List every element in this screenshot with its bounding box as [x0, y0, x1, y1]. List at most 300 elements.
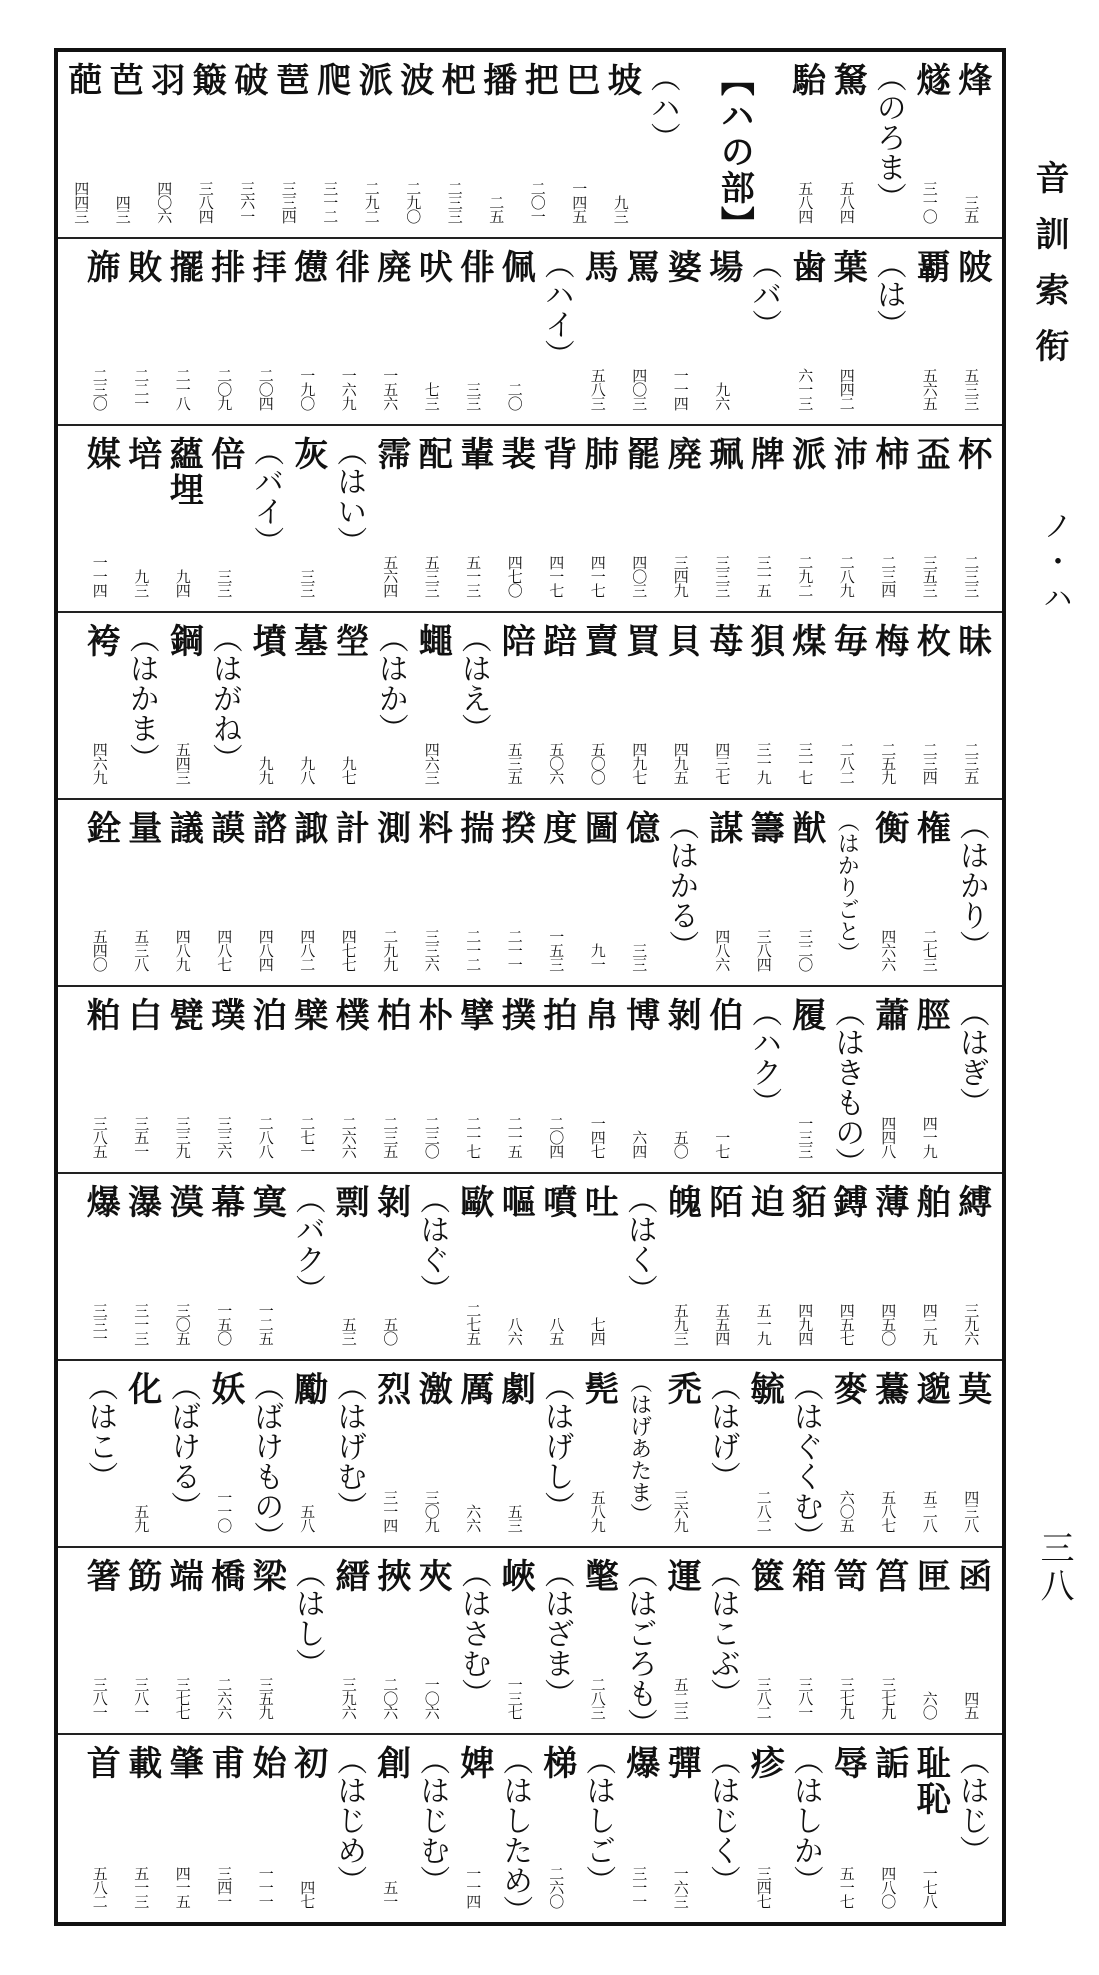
kanji-entry: [619, 426, 661, 611]
kanji-char: 廃: [370, 249, 411, 285]
section-heading-text: 【ハの部】: [714, 62, 755, 242]
reading-entry: [328, 1361, 370, 1546]
kanji-entry: [702, 426, 744, 611]
kanji-char: 測: [370, 810, 411, 846]
kanji-char: 鎛: [827, 1184, 868, 1220]
page-reference: 五〇六: [547, 742, 566, 784]
reading-text: （はじく）: [704, 1745, 740, 1895]
reading-text: （はく）: [621, 1184, 657, 1304]
reading-entry: [619, 1548, 661, 1738]
kanji-char: 量: [121, 810, 162, 846]
reading-text: （はい）: [331, 436, 367, 556]
kanji-entry: [619, 800, 661, 985]
page-reference: 五一三: [464, 555, 483, 597]
page-reference: 六〇: [920, 1691, 939, 1719]
reading-text: （はげあたま）: [626, 1371, 652, 1525]
page-reference: 四八九: [173, 929, 192, 971]
reading-entry: [660, 800, 702, 985]
page-reference: 六六: [464, 1504, 483, 1532]
page-reference: 五一: [381, 1880, 400, 1908]
kanji-char: 俳: [453, 249, 494, 285]
page-reference: 五三五: [505, 742, 524, 784]
kanji-char: 始: [246, 1745, 287, 1781]
kanji-char: 覇: [910, 249, 951, 285]
reading-entry: [536, 239, 578, 424]
kanji-char: 梁: [246, 1558, 287, 1594]
page-reference: 五一三: [132, 1866, 151, 1908]
kanji-char: 寞: [246, 1184, 287, 1220]
page-reference: 一九〇: [298, 368, 317, 410]
page-reference: 一四七: [588, 1116, 607, 1158]
kanji-entry: [536, 1735, 578, 1922]
page-reference: 九九: [256, 756, 275, 784]
kanji-entry: [785, 1548, 827, 1733]
kanji-char: 盃: [910, 436, 951, 472]
page-reference: 三〇九: [422, 1490, 441, 1532]
kanji-entry: [287, 426, 329, 611]
page-reference: 三一三: [132, 1303, 151, 1345]
kanji-entry: [227, 52, 269, 237]
page-reference: 九四: [173, 569, 192, 597]
kanji-char: 駑: [827, 62, 868, 98]
reading-entry: [287, 1548, 329, 1733]
kanji-entry: [755, 52, 785, 237]
kanji-char: 筥: [868, 1558, 909, 1594]
kanji-entry: [476, 52, 518, 237]
page-reference: 三八四: [754, 929, 773, 971]
kanji-entry: [826, 426, 868, 611]
kanji-entry: [619, 987, 661, 1172]
kanji-entry: [909, 1548, 951, 1733]
kanji-char: 狽: [744, 623, 785, 659]
reading-entry: [702, 1735, 744, 1922]
kanji-entry: [268, 52, 310, 237]
page-reference: 二三四: [879, 555, 898, 597]
kanji-char: 媒: [80, 436, 121, 472]
reading-entry: [494, 1735, 536, 1925]
reading-entry: [826, 987, 868, 1177]
kanji-entry: [287, 1361, 329, 1546]
page-reference: 一五〇: [215, 1303, 234, 1345]
page-reference: 四八〇: [879, 1866, 898, 1908]
kanji-char: 首: [80, 1745, 121, 1781]
kanji-entry: [660, 1735, 702, 1922]
kanji-entry: [370, 1548, 412, 1733]
page-reference: 二三五: [962, 742, 981, 784]
page-reference: 四六九: [90, 742, 109, 784]
kanji-char: 葩: [61, 62, 102, 98]
section-heading: [713, 52, 755, 242]
kanji-entry: [660, 613, 702, 798]
kanji-char: 舶: [910, 1184, 951, 1220]
kanji-entry: [287, 613, 329, 798]
reading-entry: [328, 1735, 370, 1922]
page-reference: 五三三: [422, 555, 441, 597]
reading-entry: [619, 1174, 661, 1359]
kanji-entry: [79, 1174, 121, 1359]
kanji-char: 排: [204, 249, 245, 285]
page-reference: 三四九: [671, 555, 690, 597]
page-reference: 三八四: [196, 181, 215, 223]
reading-entry: [619, 1361, 661, 1546]
page-reference: 五八二: [90, 1866, 109, 1908]
kanji-entry: [494, 239, 536, 424]
kanji-char: 敗: [121, 249, 162, 285]
page-reference: 八六: [505, 1317, 524, 1345]
kanji-entry: [453, 239, 495, 424]
kanji-char: 樸: [329, 997, 370, 1033]
kanji-entry: [144, 52, 186, 237]
reading-entry: [79, 1361, 121, 1546]
page-reference: 四五七: [837, 1303, 856, 1345]
index-row: [58, 800, 1002, 987]
kanji-char: 馬: [578, 249, 619, 285]
kanji-char: 巴: [559, 62, 600, 98]
kanji-entry: [370, 1735, 412, 1922]
page-reference: 四九四: [796, 1303, 815, 1345]
kanji-entry: [245, 1548, 287, 1733]
page-reference: 五六五: [920, 368, 939, 410]
kanji-entry: [79, 239, 121, 424]
reading-entry: [868, 239, 910, 424]
reading-text: （ばけもの）: [248, 1371, 284, 1551]
reading-text: （はこぶ）: [704, 1558, 740, 1708]
kanji-entry: [204, 1548, 246, 1733]
kanji-char: 芭: [103, 62, 144, 98]
page-reference: 四一七: [547, 555, 566, 597]
kanji-entry: [619, 239, 661, 424]
page-reference: 一三三: [796, 1116, 815, 1158]
page-reference: 六一三: [796, 368, 815, 410]
kanji-char: 貝: [661, 623, 702, 659]
reading-entry: [411, 1735, 453, 1922]
kanji-char: 烽: [951, 62, 992, 98]
kanji-entry: [245, 1174, 287, 1359]
kanji-entry: [434, 52, 476, 237]
kanji-entry: [660, 1174, 702, 1359]
kanji-char: 輩: [453, 436, 494, 472]
kanji-char: 厲: [453, 1371, 494, 1407]
kanji-entry: [204, 987, 246, 1172]
index-frame: [54, 48, 1006, 1926]
page-reference: 三三一: [90, 1303, 109, 1345]
page-reference: 一〇六: [422, 1677, 441, 1719]
page-reference: 四八二: [298, 929, 317, 971]
kanji-entry: [162, 426, 204, 611]
reading-entry: [453, 613, 495, 798]
kanji-char: 買: [619, 623, 660, 659]
kanji-entry: [909, 613, 951, 798]
kanji-entry: [951, 52, 993, 237]
kanji-entry: [660, 1548, 702, 1733]
page-reference: 二九二: [796, 555, 815, 597]
page-reference: 二〇四: [547, 1116, 566, 1158]
kanji-entry: [494, 987, 536, 1172]
kanji-entry: [536, 987, 578, 1172]
page-reference: 三八五: [90, 1116, 109, 1158]
page-reference: 七四: [588, 1317, 607, 1345]
reading-entry: [743, 239, 785, 424]
page-reference: 三九六: [339, 1677, 358, 1719]
kanji-entry: [868, 800, 910, 985]
kanji-char: 計: [329, 810, 370, 846]
page-reference: 三三: [630, 943, 649, 971]
index-row: [58, 987, 1002, 1177]
kanji-char: 創: [370, 1745, 411, 1781]
page-reference: 五〇〇: [588, 742, 607, 784]
kanji-entry: [743, 1735, 785, 1922]
page-reference: 四三: [113, 195, 132, 223]
reading-text: （は）: [870, 249, 906, 339]
kanji-char: 沛: [827, 436, 868, 472]
kanji-entry: [79, 1735, 121, 1922]
kanji-entry: [743, 1548, 785, 1733]
kanji-entry: [868, 1174, 910, 1359]
kanji-entry: [536, 426, 578, 611]
kanji-entry: [204, 800, 246, 985]
kanji-char: 疹: [744, 1745, 785, 1781]
index-row: [58, 1361, 1002, 1551]
kanji-entry: [453, 987, 495, 1172]
kanji-entry: [577, 987, 619, 1172]
kanji-char: 揆: [495, 810, 536, 846]
kanji-entry: [785, 613, 827, 798]
page-reference: 三三九: [173, 1116, 192, 1158]
kanji-entry: [702, 800, 744, 985]
kanji-char: 爆: [80, 1184, 121, 1220]
page-reference: 四一五: [173, 1866, 192, 1908]
kanji-entry: [245, 987, 287, 1172]
reading-entry: [702, 1361, 744, 1546]
page-reference: 一一四: [464, 1866, 483, 1908]
reading-entry: [370, 613, 412, 798]
kanji-entry: [536, 1174, 578, 1359]
kanji-char: 擘: [453, 997, 494, 1033]
kanji-entry: [909, 987, 951, 1172]
kanji-char: 珮: [702, 436, 743, 472]
page-reference: 五八四: [796, 181, 815, 223]
kanji-entry: [370, 987, 412, 1172]
page-reference: 三三三: [713, 555, 732, 597]
kanji-char: 帛: [578, 997, 619, 1033]
kanji-char: 妖: [204, 1371, 245, 1407]
kanji-char: 梅: [868, 623, 909, 659]
kanji-entry: [951, 239, 993, 424]
kanji-entry: [162, 1174, 204, 1359]
reading-text: （はざま）: [538, 1558, 574, 1708]
reading-entry: [287, 1174, 329, 1359]
kanji-char: 漠: [163, 1184, 204, 1220]
page-reference: 二二一: [132, 368, 151, 410]
page-reference: 四一七: [588, 555, 607, 597]
kanji-char: 霈: [370, 436, 411, 472]
page-reference: 四〇三: [630, 368, 649, 410]
kanji-char: 夾: [412, 1558, 453, 1594]
kanji-char: 筯: [121, 1558, 162, 1594]
kanji-char: 柿: [868, 436, 909, 472]
kanji-char: 峽: [495, 1558, 536, 1594]
page-reference: 四九五: [671, 742, 690, 784]
kanji-entry: [245, 613, 287, 798]
page-reference: 三五三: [920, 555, 939, 597]
page-reference: 二三五: [381, 1116, 400, 1158]
kanji-entry: [453, 800, 495, 985]
kanji-char: 泊: [246, 997, 287, 1033]
kanji-char: 裴: [495, 436, 536, 472]
reading-entry: [121, 613, 163, 798]
kanji-char: 驀: [868, 1371, 909, 1407]
page-reference: 二一八: [173, 368, 192, 410]
reading-text: （はしため）: [497, 1745, 533, 1925]
page-reference: 二五: [487, 195, 506, 223]
reading-entry: [328, 426, 370, 611]
reading-text: （はさむ）: [455, 1558, 491, 1708]
kanji-char: 朴: [412, 997, 453, 1033]
kanji-entry: [909, 52, 951, 237]
page-reference: 三三六: [422, 929, 441, 971]
page-reference: 五八四: [837, 181, 856, 223]
kanji-char: 場: [702, 249, 743, 285]
kanji-char: 甫: [204, 1745, 245, 1781]
page-reference: 三二〇: [796, 929, 815, 971]
kanji-char: 謀: [702, 810, 743, 846]
page-reference: 九六: [713, 382, 732, 410]
kanji-char: 簸: [186, 62, 227, 98]
reading-text: （はがね）: [206, 623, 242, 773]
kanji-char: 議: [163, 810, 204, 846]
page-reference: 四二九: [920, 1303, 939, 1345]
page-reference: 五八三: [588, 368, 607, 410]
kanji-char: 廃: [661, 436, 702, 472]
reading-entry: [536, 1548, 578, 1733]
kanji-char: 禿: [661, 1371, 702, 1407]
reading-entry: [785, 1361, 827, 1551]
reading-text: （のろま）: [870, 62, 906, 212]
kanji-char: 薄: [868, 1184, 909, 1220]
kanji-entry: [370, 1174, 412, 1359]
page-reference: 三八一: [796, 1677, 815, 1719]
reading-text: （はぐ）: [414, 1184, 450, 1304]
reading-text: （はこ）: [82, 1371, 118, 1491]
kanji-char: 派: [785, 436, 826, 472]
page-reference: 五三八: [132, 929, 151, 971]
kanji-char: 載: [121, 1745, 162, 1781]
page-reference: 一七八: [920, 1866, 939, 1908]
page-number: 三八: [1034, 1530, 1074, 1606]
kanji-char: 播: [476, 62, 517, 98]
kanji-char: 莫: [951, 1371, 992, 1407]
kanji-entry: [204, 1361, 246, 1546]
page-reference: 二三三: [445, 181, 464, 223]
kanji-char: 諮: [246, 810, 287, 846]
kanji-char: 陌: [702, 1184, 743, 1220]
kanji-entry: [121, 1174, 163, 1359]
index-row: [58, 426, 1002, 613]
reading-text: （はぐくむ）: [787, 1371, 823, 1551]
kanji-entry: [287, 987, 329, 1172]
page-reference: 四五〇: [879, 1303, 898, 1345]
kanji-char: 麥: [827, 1371, 868, 1407]
page-reference: 二三三: [962, 555, 981, 597]
page-reference: 二七三: [920, 929, 939, 971]
kanji-char: 縉: [329, 1558, 370, 1594]
kanji-entry: [328, 239, 370, 424]
reading-text: （はぎ）: [953, 997, 989, 1117]
page-reference: 四八六: [713, 929, 732, 971]
kanji-entry: [79, 987, 121, 1172]
kanji-entry: [559, 52, 601, 237]
kanji-char: 衡: [868, 810, 909, 846]
kanji-char: 琶: [269, 62, 310, 98]
page-reference: 五八七: [879, 1490, 898, 1532]
kanji-entry: [577, 1548, 619, 1733]
kanji-char: 嘔: [495, 1184, 536, 1220]
kanji-char: 墳: [246, 623, 287, 659]
kanji-char: 権: [910, 810, 951, 846]
kanji-entry: [536, 800, 578, 985]
page-reference: 一六九: [339, 368, 358, 410]
page-reference: 二六六: [215, 1677, 234, 1719]
kanji-entry: [328, 1174, 370, 1359]
reading-text: （バ）: [746, 249, 782, 339]
kanji-entry: [743, 1361, 785, 1546]
kanji-char: 派: [352, 62, 393, 98]
page-reference: 二六〇: [547, 1866, 566, 1908]
reading-text: （はえ）: [455, 623, 491, 743]
kanji-entry: [411, 239, 453, 424]
kanji-char: 耻恥: [910, 1745, 951, 1817]
kanji-char: 歯: [785, 249, 826, 285]
index-title: 音訓索衔: [1029, 160, 1069, 384]
page-reference: 四六三: [422, 742, 441, 784]
reading-text: （はかり）: [953, 810, 989, 960]
kanji-entry: [494, 800, 536, 985]
kanji-entry: [743, 613, 785, 798]
page-reference: 四〇六: [155, 181, 174, 223]
kanji-char: 陂: [951, 249, 992, 285]
kanji-char: 伯: [702, 997, 743, 1033]
page-reference: 四八四: [256, 929, 275, 971]
page-reference: 一五六: [381, 368, 400, 410]
reading-text: （はし）: [289, 1558, 325, 1678]
index-row: [58, 1174, 1002, 1361]
kanji-char: 陪: [495, 623, 536, 659]
kanji-char: 毎: [827, 623, 868, 659]
page-reference: 三一七: [796, 742, 815, 784]
page-reference: 二八二: [754, 1490, 773, 1532]
kanji-entry: [162, 800, 204, 985]
page-reference: 三三四: [279, 181, 298, 223]
kanji-char: 謨: [204, 810, 245, 846]
kanji-entry: [121, 987, 163, 1172]
kanji-entry: [868, 1361, 910, 1546]
page-reference: 六〇五: [837, 1490, 856, 1532]
kanji-entry: [287, 239, 329, 424]
page-reference: 五四三: [173, 742, 192, 784]
reading-entry: [951, 1735, 993, 1922]
kanji-entry: [909, 1174, 951, 1359]
reading-entry: [245, 1361, 287, 1551]
kanji-entry: [577, 1361, 619, 1546]
reading-entry: [162, 1361, 204, 1546]
kanji-entry: [619, 613, 661, 798]
kanji-entry: [287, 1735, 329, 1922]
kanji-entry: [826, 613, 868, 798]
kanji-char: 履: [785, 997, 826, 1033]
page-reference: 一二五: [256, 1303, 275, 1345]
reading-entry: [951, 987, 993, 1172]
kanji-entry: [826, 1548, 868, 1733]
